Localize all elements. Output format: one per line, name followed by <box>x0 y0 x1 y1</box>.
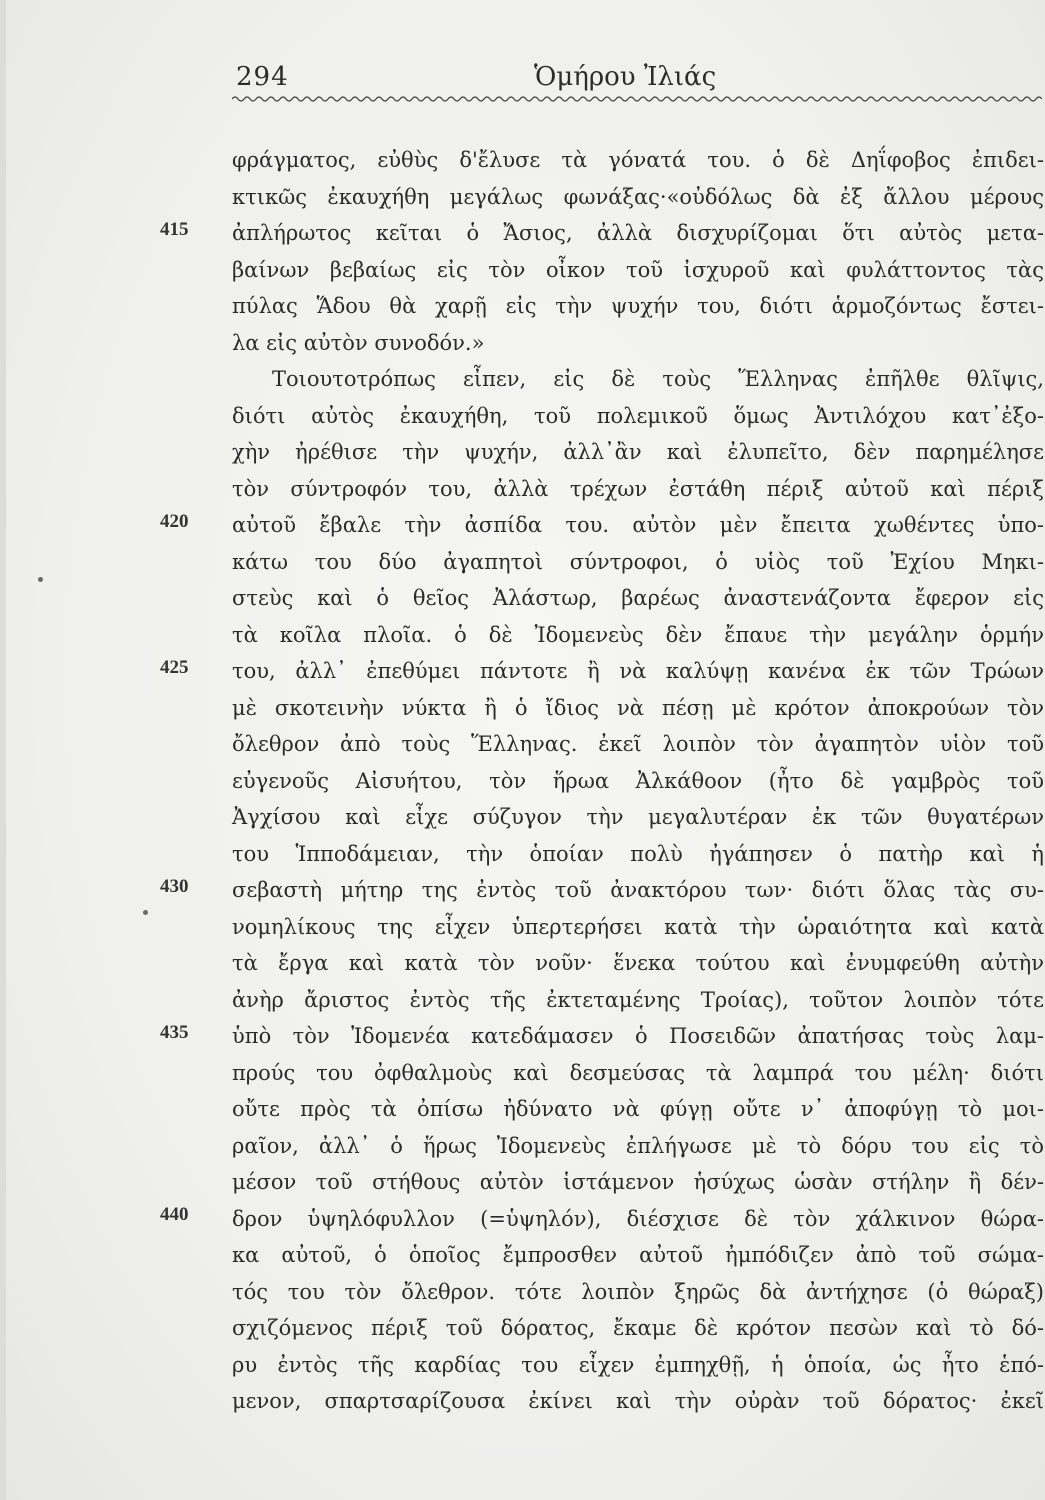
text-line: τός του τὸν ὄλεθρον. τότε λοιπὸν ξηρῶς δὰ ἀντήχησε (ὁ θώραξ) <box>232 1279 1044 1304</box>
paragraph-start-line: Τοιουτοτρόπως εἶπεν, εἰς δὲ τοὺς Ἕλληνας ἐπῆλθε θλῖψις, <box>272 367 1044 391</box>
text-line: ὑπὸ τὸν Ἰδομενέα κατεδάμασεν ὁ Ποσειδῶν ἀπατήσας τοὺς λαμ- <box>232 1024 1044 1048</box>
text-line: διότι αὐτὸς ἐκαυχήθη, τοῦ πολεμικοῦ ὅμως Ἀντιλόχου κατ᾽ἐξο- <box>232 403 1044 428</box>
text-line: ρυ ἐντὸς τῆς καρδίας του εἶχεν ἐμπηχθῇ, ἡ ὁποία, ὡς ἦτο ἑπό- <box>232 1352 1044 1377</box>
text-line: αὐτοῦ ἔβαλε τὴν ἀσπίδα του. αὐτὸν μὲν ἔπειτα χωθέντες ὑπο- <box>232 513 1044 537</box>
text-line: του, ἀλλ᾽ ἐπεθύμει πάντοτε ἢ νὰ καλύψῃ κανένα ἐκ τῶν Τρώων <box>232 659 1044 683</box>
text-line: νομηλίκους της εἶχεν ὑπερτερήσει κατὰ τὴν ὡραιότητα καὶ κατὰ <box>232 914 1044 939</box>
line-number: 420 <box>160 511 189 532</box>
scan-edge <box>0 0 6 1500</box>
line-number: 430 <box>160 876 189 897</box>
text-line: ἀνὴρ ἄριστος ἐντὸς τῆς ἐκτεταμένης Τροίας), τοῦτον λοιπὸν τότε <box>232 987 1044 1012</box>
line-number: 435 <box>160 1022 189 1043</box>
line-number: 440 <box>160 1204 189 1225</box>
text-line: λα εἰς αὐτὸν συνοδόν.» <box>232 330 485 355</box>
line-number: 415 <box>160 219 189 240</box>
text-line: ὄλεθρον ἀπὸ τοὺς Ἕλληνας. ἐκεῖ λοιπὸν τὸν ἀγαπητὸν υἱὸν τοῦ <box>232 732 1044 756</box>
text-line: χὴν ἠρέθισε τὴν ψυχήν, ἀλλ᾽ἂν καὶ ἐλυπεῖτο, δὲν παρημέλησε <box>232 440 1044 464</box>
text-line: μὲ σκοτεινὴν νύκτα ἢ ὁ ἴδιος νὰ πέσῃ μὲ κρότον ἀποκρούων τὸν <box>232 695 1044 720</box>
text-line: κάτω του δύο ἀγαπητοὶ σύντροφοι, ὁ υἱὸς τοῦ Ἐχίου Μηκι- <box>232 549 1044 574</box>
text-line: εὐγενοῦς Αἰσυήτου, τὸν ἥρωα Ἀλκάθοον (ἦτο δὲ γαμβρὸς τοῦ <box>232 768 1044 793</box>
text-line: τὰ ἔργα καὶ κατὰ τὸν νοῦν· ἕνεκα τούτου καὶ ἐνυμφεύθη αὐτὴν <box>232 951 1044 975</box>
scan-speck <box>143 910 148 915</box>
text-line: του Ἱπποδάμειαν, τὴν ὁποίαν πολὺ ἠγάπησεν ὁ πατὴρ καὶ ἡ <box>232 841 1044 866</box>
text-line: δρον ὑψηλόφυλλον (=ὑψηλόν), διέσχισε δὲ τὸν χάλκινον θώρα- <box>232 1206 1044 1231</box>
line-number: 425 <box>160 657 189 678</box>
text-line: μέσον τοῦ στήθους αὐτὸν ἱστάμενον ἡσύχως ὡσὰν στήλην ἢ δέν- <box>232 1170 1044 1194</box>
body-text <box>232 142 1044 1420</box>
text-line: τὰ κοῖλα πλοῖα. ὁ δὲ Ἰδομενεὺς δὲν ἔπαυε τὴν μεγάλην ὁρμήν <box>232 622 1044 647</box>
text-line: Ἀγχίσου καὶ εἶχε σύζυγον τὴν μεγαλυτέραν ἐκ τῶν θυγατέρων <box>232 805 1044 829</box>
text-line: σχιζόμενος πέριξ τοῦ δόρατος, ἔκαμε δὲ κρότον πεσὼν καὶ τὸ δό- <box>232 1316 1044 1340</box>
text-line: πύλας Ἅδου θὰ χαρῇ εἰς τὴν ψυχήν του, διότι ἁρμοζόντως ἔστει- <box>232 294 1044 318</box>
text-line: ραῖον, ἀλλ᾽ ὁ ἥρως Ἰδομενεὺς ἐπλήγωσε μὲ τὸ δόρυ του εἰς τὸ <box>232 1133 1044 1158</box>
scan-speck <box>38 577 43 582</box>
wavy-rule-ornament <box>232 94 1042 104</box>
text-line: οὔτε πρὸς τὰ ὀπίσω ἠδύνατο νὰ φύγῃ οὔτε ν᾽ ἀποφύγῃ τὸ μοι- <box>232 1097 1044 1121</box>
text-line: σεβαστὴ μήτηρ της ἐντὸς τοῦ ἀνακτόρου των· διότι ὅλας τὰς συ- <box>232 878 1044 902</box>
text-line: τὸν σύντροφόν του, ἀλλὰ τρέχων ἐστάθη πέριξ αὐτοῦ καὶ πέριξ <box>232 476 1044 501</box>
running-title: Ὁμήρου Ἰλιάς <box>534 62 717 92</box>
text-line: κα αὐτοῦ, ὁ ὁποῖος ἔμπροσθεν αὐτοῦ ἠμπόδιζεν ἀπὸ τοῦ σώμα- <box>232 1243 1044 1267</box>
text-line: στεὺς καὶ ὁ θεῖος Ἀλάστωρ, βαρέως ἀναστενάζοντα ἔφερον εἰς <box>232 586 1044 610</box>
text-line: κτικῶς ἐκαυχήθη μεγάλως φωνάξας·«οὐδόλως δὰ ἐξ ἄλλου μέρους <box>232 184 1044 209</box>
text-line: φράγματος, εὐθὺς δ'ἔλυσε τὰ γόνατά του. ὁ δὲ Δηΐφοβος ἐπιδει- <box>232 148 1044 172</box>
text-line: βαίνων βεβαίως εἰς τὸν οἶκον τοῦ ἰσχυροῦ καὶ φυλάττοντος τὰς <box>232 257 1044 282</box>
text-line: μενον, σπαρτσαρίζουσα ἐκίνει καὶ τὴν οὐρὰν τοῦ δόρατος· ἐκεῖ <box>232 1389 1044 1413</box>
text-line: προύς του ὀφθαλμοὺς καὶ δεσμεύσας τὰ λαμπρά του μέλη· διότι <box>232 1060 1044 1085</box>
text-line: ἀπλήρωτος κεῖται ὁ Ἄσιος, ἀλλὰ δισχυρίζομαι ὅτι αὐτὸς μετα- <box>232 221 1044 245</box>
page-number: 294 <box>236 62 289 92</box>
page-header <box>232 60 1042 100</box>
